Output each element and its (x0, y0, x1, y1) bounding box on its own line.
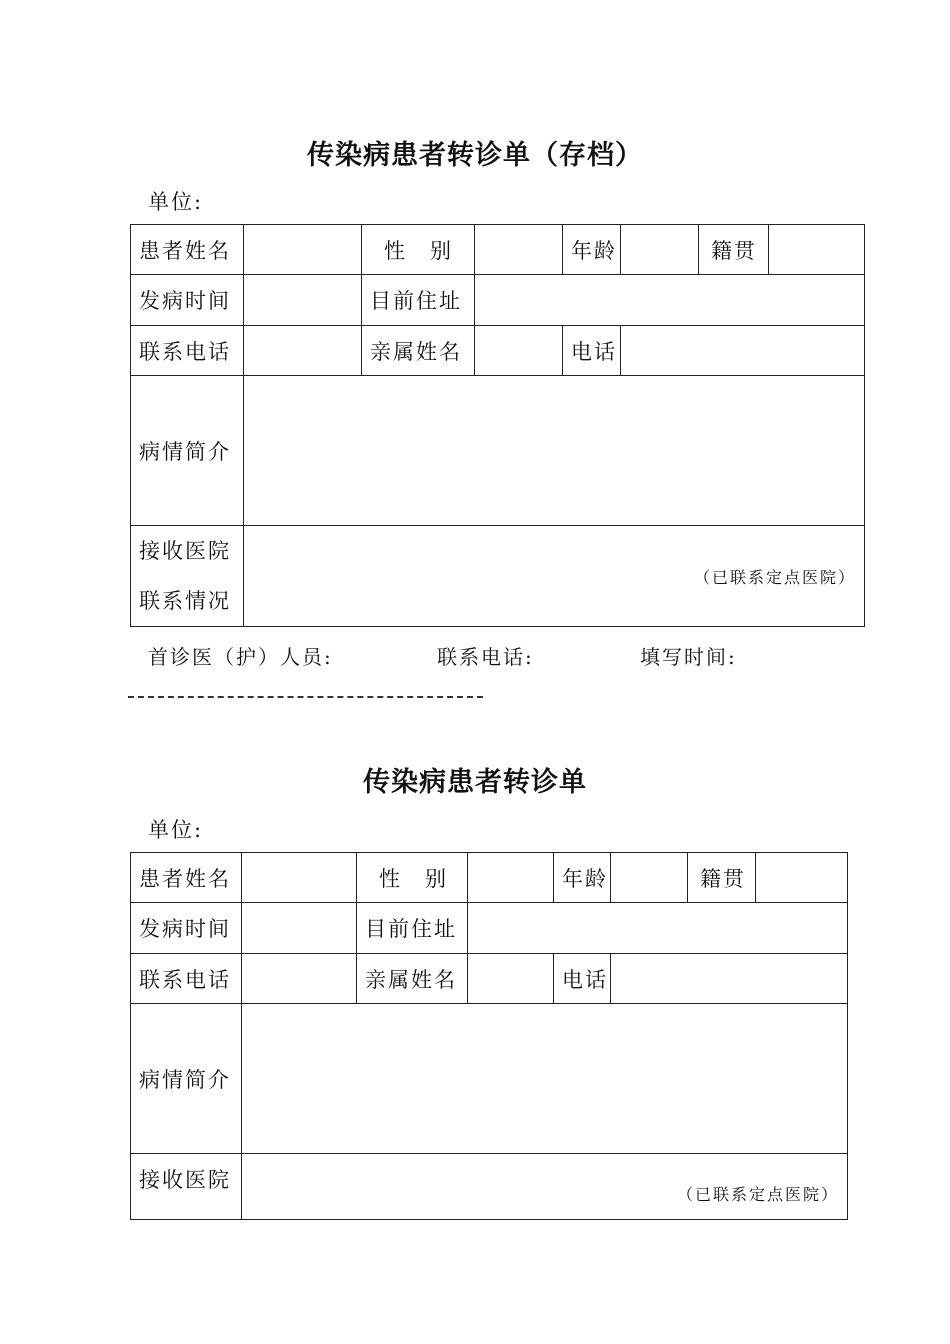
archive-phone-field[interactable] (621, 326, 865, 376)
archive-footer-contact-phone-label: 联系电话: (437, 645, 534, 669)
referral-native-place-label: 籍贯 (688, 853, 756, 903)
archive-first-doctor-label: 首诊医（护）人员: (148, 645, 333, 669)
referral-onset-time-field[interactable] (242, 903, 357, 954)
referral-age-label: 年龄 (554, 853, 611, 903)
archive-form-title: 传染病患者转诊单（存档） (307, 140, 643, 171)
archive-relative-name-label: 亲属姓名 (362, 326, 475, 376)
referral-relative-name-field[interactable] (468, 954, 554, 1004)
archive-patient-name-field[interactable] (244, 225, 362, 275)
referral-receiving-hospital-label: 接收医院 (131, 1154, 242, 1220)
archive-patient-name-label: 患者姓名 (131, 225, 244, 275)
referral-phone-label: 电话 (554, 954, 611, 1004)
archive-designated-note: （已联系定点医院） (693, 567, 856, 587)
referral-condition-field[interactable] (242, 1004, 848, 1154)
referral-relative-name-label: 亲属姓名 (357, 954, 468, 1004)
archive-native-place-label: 籍贯 (699, 225, 769, 275)
archive-gender-field[interactable] (475, 225, 563, 275)
referral-receiving-hospital-field[interactable] (242, 1154, 848, 1220)
archive-gender-label: 性 别 (362, 225, 475, 275)
referral-phone-field[interactable] (611, 954, 848, 1004)
referral-current-address-label: 目前住址 (357, 903, 468, 954)
archive-fill-time-label: 填写时间: (640, 645, 737, 669)
referral-form-title: 传染病患者转诊单 (363, 767, 587, 798)
archive-receiving-hospital-label-line1: 接收医院 (139, 539, 231, 563)
archive-contact-phone-label: 联系电话 (131, 326, 244, 376)
archive-form-table (130, 224, 865, 627)
archive-condition-label: 病情简介 (131, 376, 244, 526)
referral-unit-label: 单位: (148, 818, 204, 842)
referral-designated-note: （已联系定点医院） (676, 1185, 839, 1204)
referral-contact-phone-field[interactable] (242, 954, 357, 1004)
archive-receiving-hospital-field[interactable] (244, 526, 865, 627)
referral-current-address-field[interactable] (468, 903, 848, 954)
cut-line-divider (128, 696, 483, 698)
archive-age-field[interactable] (621, 225, 699, 275)
archive-receiving-hospital-label (131, 526, 244, 627)
archive-condition-field[interactable] (244, 376, 865, 526)
archive-current-address-field[interactable] (475, 275, 865, 326)
archive-age-label: 年龄 (563, 225, 621, 275)
referral-patient-name-label: 患者姓名 (131, 853, 242, 903)
referral-patient-name-field[interactable] (242, 853, 357, 903)
archive-current-address-label: 目前住址 (362, 275, 475, 326)
archive-onset-time-label: 发病时间 (131, 275, 244, 326)
referral-age-field[interactable] (611, 853, 688, 903)
archive-contact-phone-field[interactable] (244, 326, 362, 376)
archive-unit-label: 单位: (148, 190, 204, 214)
archive-native-place-field[interactable] (769, 225, 865, 275)
referral-onset-time-label: 发病时间 (131, 903, 242, 954)
archive-phone-label: 电话 (563, 326, 621, 376)
referral-form-table (130, 852, 848, 1220)
referral-gender-field[interactable] (468, 853, 554, 903)
archive-relative-name-field[interactable] (475, 326, 563, 376)
referral-condition-label: 病情简介 (131, 1004, 242, 1154)
referral-contact-phone-label: 联系电话 (131, 954, 242, 1004)
referral-gender-label: 性 别 (357, 853, 468, 903)
archive-receiving-hospital-label-line2: 联系情况 (139, 589, 231, 613)
archive-onset-time-field[interactable] (244, 275, 362, 326)
referral-native-place-field[interactable] (756, 853, 848, 903)
